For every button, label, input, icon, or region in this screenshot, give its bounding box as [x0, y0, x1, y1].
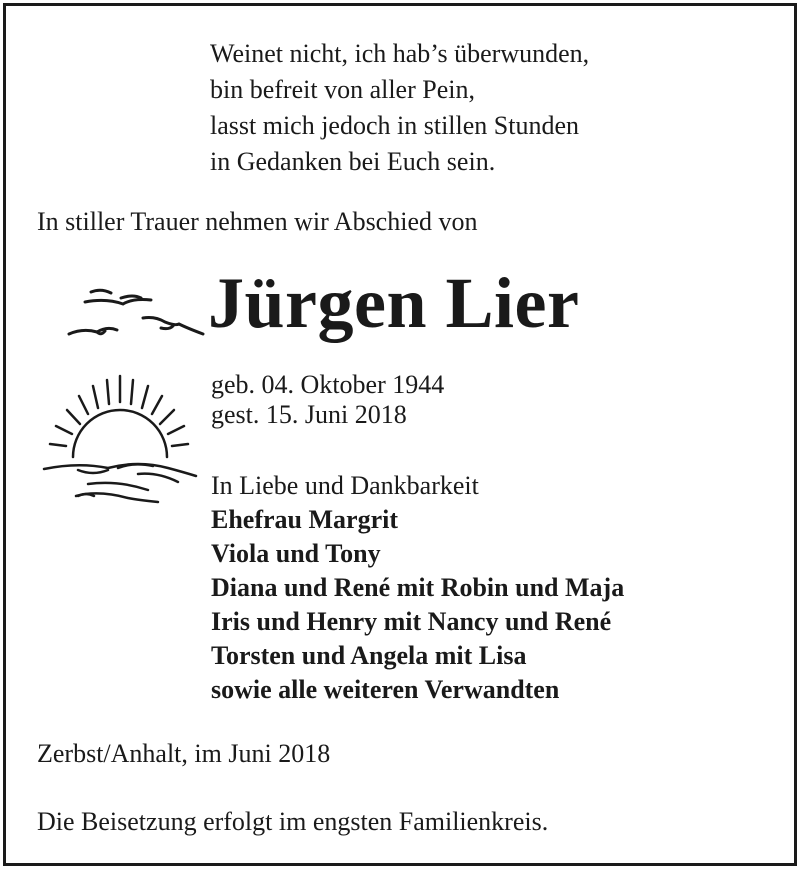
poem-line: Weinet nicht, ich hab’s überwunden, — [210, 39, 590, 68]
sunset-icon — [38, 372, 203, 507]
place-date: Zerbst/Anhalt, im Juni 2018 — [37, 739, 331, 768]
mourner-name: Iris und Henry mit Nancy und René — [211, 607, 612, 636]
poem-line: in Gedanken bei Euch sein. — [210, 147, 496, 176]
mourners-heading: In Liebe und Dankbarkeit — [211, 471, 479, 500]
mourner-name: Torsten und Angela mit Lisa — [211, 641, 527, 670]
birds-icon — [61, 284, 211, 346]
mourners-list — [211, 469, 624, 707]
funeral-note: Die Beisetzung erfolgt im engsten Familienkreis. — [37, 807, 549, 836]
birth-date: geb. 04. Oktober 1944 — [211, 370, 445, 399]
mourner-name: Diana und René mit Robin und Maja — [211, 573, 625, 602]
poem-line: bin befreit von aller Pein, — [210, 75, 475, 104]
mourner-name: sowie alle weiteren Verwandten — [211, 675, 560, 704]
poem-line: lasst mich jedoch in stillen Stunden — [210, 111, 580, 140]
mourner-name: Ehefrau Margrit — [211, 505, 399, 534]
death-date: gest. 15. Juni 2018 — [211, 400, 407, 429]
life-dates — [211, 370, 444, 430]
poem — [210, 36, 589, 180]
farewell-intro: In stiller Trauer nehmen wir Abschied von — [37, 207, 478, 236]
mourner-name: Viola und Tony — [211, 539, 381, 568]
obituary-notice — [3, 3, 797, 866]
deceased-name: Jürgen Lier — [208, 263, 580, 343]
